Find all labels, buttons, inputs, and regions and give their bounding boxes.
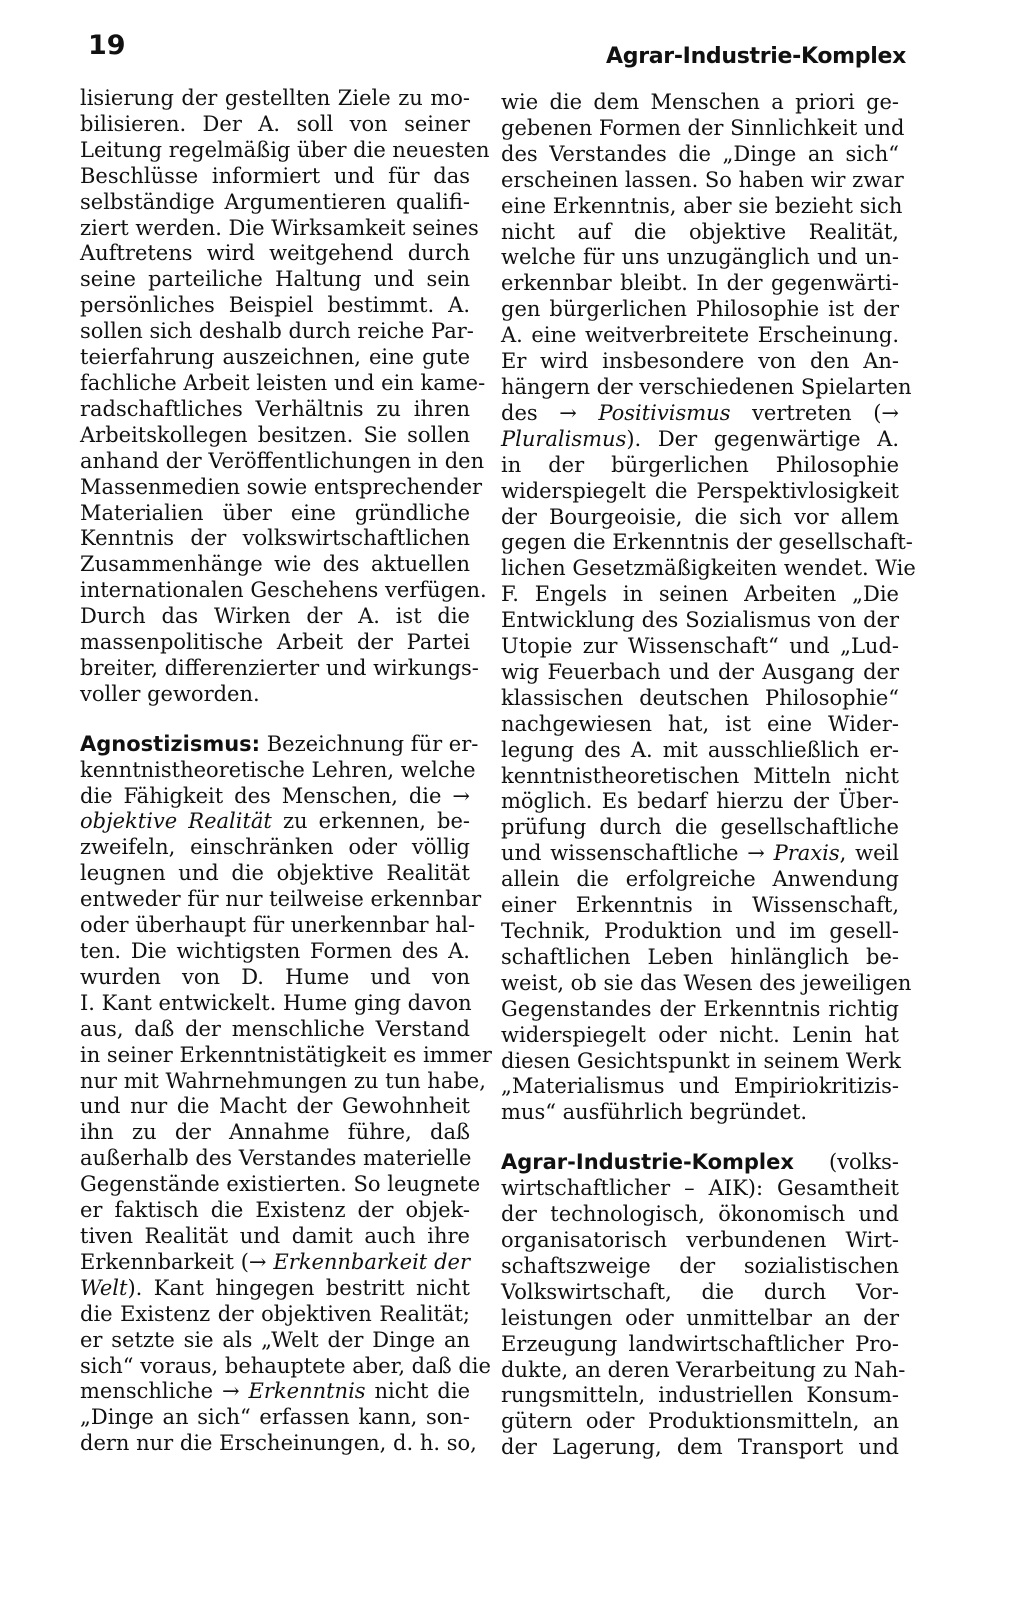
text-line: Arbeitskollegen besitzen. Sie sollen — [80, 422, 470, 447]
text-line: widerspiegelt oder nicht. Lenin hat — [501, 1022, 899, 1047]
entry-first-line — [80, 731, 479, 758]
right-column — [501, 90, 916, 1461]
text-line: allein die erfolgreiche Anwendung — [501, 867, 899, 892]
text-line: er setzte sie als „Welt der Dinge an — [80, 1327, 470, 1352]
page-number: 19 — [88, 30, 126, 61]
text-line: der Lagerung, dem Transport und — [501, 1435, 899, 1460]
text-line: die Existenz der objektiven Realität; — [80, 1301, 470, 1326]
text-line: einer Erkenntnis in Wissenschaft, — [501, 893, 899, 918]
text-line: zweifeln, einschränken oder völlig — [80, 835, 470, 860]
text-line: prüfung durch die gesellschaftliche — [501, 815, 899, 840]
text-line: lichen Gesetzmäßigkeiten wendet. Wie — [501, 556, 916, 581]
text-line: F. Engels in seinen Arbeiten „Die — [501, 582, 899, 607]
text-line: klassischen deutschen Philosophie“ — [501, 685, 899, 710]
text-line: außerhalb des Verstandes materielle — [80, 1146, 472, 1171]
text-line: radschaftliches Verhältnis zu ihren — [80, 396, 470, 421]
text-line: in seiner Erkenntnistätigkeit es immer — [80, 1042, 492, 1067]
text-line: Leitung regelmäßig über die neuesten — [80, 137, 490, 162]
text-line: wirtschaftlicher – AIK): Gesamtheit — [501, 1176, 899, 1201]
text-line: gen bürgerlichen Philosophie ist der — [501, 297, 899, 322]
text-line: voller geworden. — [80, 681, 260, 706]
text-line: legung des A. mit ausschließlich er- — [501, 737, 899, 762]
text-line: breiter, differenzierter und wirkungs- — [80, 655, 479, 680]
text-line: Utopie zur Wissenschaft“ und „Lud- — [501, 634, 899, 659]
text-line: massenpolitische Arbeit der Partei — [80, 630, 470, 655]
text-line: wie die dem Menschen a priori ge- — [501, 90, 899, 114]
text-line: tiven Realität und damit auch ihre — [80, 1223, 470, 1248]
text-line: organisatorisch verbundenen Wirt- — [501, 1227, 899, 1252]
text-line: der technologisch, ökonomisch und — [501, 1202, 899, 1227]
text-line: gebenen Formen der Sinnlichkeit und — [501, 115, 905, 140]
text-line: Erzeugung landwirtschaftlicher Pro- — [501, 1331, 899, 1356]
text-line: und nur die Macht der Gewohnheit — [80, 1094, 470, 1119]
text-line: Zusammenhänge wie des aktuellen — [80, 552, 470, 577]
text-line: kenntnistheoretischen Mitteln nicht — [501, 763, 899, 788]
text-line: ten. Die wichtigsten Formen des A. — [80, 939, 470, 963]
text-line: rungsmitteln, industriellen Konsum- — [501, 1383, 899, 1408]
text-line: hängern der verschiedenen Spielarten — [501, 374, 912, 399]
text-line: Entwicklung des Sozialismus von der — [501, 608, 899, 633]
text-line: Gegenstandes der Erkenntnis richtig — [501, 996, 899, 1021]
text-line: Welt). Kant hingegen bestritt nicht — [80, 1275, 470, 1300]
text-line: teierfahrung auszeichnen, eine gute — [80, 345, 470, 370]
text-line: gegen die Erkenntnis der gesellschaft- — [501, 530, 913, 555]
text-line: schaftlichen Leben hinlänglich be- — [501, 944, 899, 969]
text-line: widerspiegelt die Perspektivlosigkeit — [501, 478, 899, 503]
paragraph-gap — [501, 1126, 899, 1150]
text-line: eine Erkenntnis, aber sie bezieht sich — [501, 193, 903, 218]
text-line: mus“ ausführlich begründet. — [501, 1100, 808, 1125]
text-line: aus, daß der menschliche Verstand — [80, 1016, 470, 1041]
text-line: Massenmedien sowie entsprechender — [80, 474, 483, 499]
text-line: Technik, Produktion und im gesell- — [501, 919, 899, 943]
text-line: internationalen Geschehens verfügen. — [80, 578, 487, 603]
paragraph-gap — [80, 708, 470, 732]
text-line: anhand der Veröffentlichungen in den — [80, 448, 485, 473]
text-line: gütern oder Produktionsmitteln, an — [501, 1409, 899, 1434]
text-line: Pluralismus). Der gegenwärtige A. — [501, 426, 899, 451]
text-line: „Materialismus und Empiriokritizis- — [501, 1074, 899, 1099]
continued-text — [80, 86, 490, 708]
text-line: Materialien über eine gründliche — [80, 500, 470, 525]
text-line: Kenntnis der volkswirtschaftlichen — [80, 526, 470, 551]
text-line: welche für uns unzugänglich und un- — [501, 245, 899, 270]
text-line: wig Feuerbach und der Ausgang der — [501, 659, 899, 684]
text-line: nur mit Wahrnehmungen zu tun habe, — [80, 1068, 486, 1093]
text-line: erscheinen lassen. So haben wir zwar — [501, 167, 904, 192]
text-line: kenntnistheoretische Lehren, welche — [80, 757, 476, 782]
text-line: Durch das Wirken der A. ist die — [80, 604, 470, 629]
entry-first-line-text: (volks- — [828, 1150, 899, 1175]
left-column — [80, 86, 492, 1457]
text-line: menschliche → Erkenntnis nicht die — [80, 1379, 470, 1404]
text-line: erkennbar bleibt. In der gegenwärti- — [501, 271, 899, 296]
text-line: leugnen und die objektive Realität — [80, 861, 470, 886]
text-line: oder überhaupt für unerkennbar hal- — [80, 913, 476, 938]
text-line: dern nur die Erscheinungen, d. h. so, — [80, 1431, 477, 1456]
text-line: objektive Realität zu erkennen, be- — [80, 809, 470, 834]
text-line: weist, ob sie das Wesen des jeweiligen — [501, 970, 912, 995]
text-line: möglich. Es bedarf hierzu der Über- — [501, 789, 899, 814]
text-line: persönliches Beispiel bestimmt. A. — [80, 293, 470, 318]
text-line: und wissenschaftliche → Praxis, weil — [501, 841, 899, 866]
text-line: sollen sich deshalb durch reiche Par- — [80, 319, 474, 344]
text-line: er faktisch die Existenz der objek- — [80, 1198, 470, 1223]
text-line: des → Positivismus vertreten (→ — [501, 400, 899, 425]
text-line: Gegenstände existierten. So leugnete — [80, 1172, 481, 1197]
text-line: schaftszweige der sozialistischen — [501, 1253, 899, 1278]
text-line: A. eine weitverbreitete Erscheinung. — [501, 323, 899, 348]
entry-heading-agnostizismus: Agnostizismus: — [80, 731, 261, 756]
entry-first-line — [501, 1150, 899, 1176]
text-line: wurden von D. Hume und von — [80, 964, 470, 989]
text-line: ziert werden. Die Wirksamkeit seines — [80, 215, 479, 240]
text-line: „Dinge an sich“ erfassen kann, son- — [80, 1405, 470, 1430]
text-line: ihn zu der Annahme führe, daß — [80, 1120, 470, 1145]
text-line: Erkennbarkeit (→ Erkennbarkeit der — [80, 1249, 470, 1274]
entry-first-line-text: Bezeichnung für er- — [266, 731, 479, 756]
text-line: seine parteiliche Haltung und sein — [80, 267, 470, 292]
text-line: nicht auf die objektive Realität, — [501, 219, 899, 244]
text-line: Beschlüsse informiert und für das — [80, 163, 470, 188]
text-line: fachliche Arbeit leisten und ein kame- — [80, 370, 486, 395]
text-line: diesen Gesichtspunkt in seinem Werk — [501, 1048, 901, 1073]
text-line: Auftretens wird weitgehend durch — [80, 241, 470, 266]
text-line: die Fähigkeit des Menschen, die → — [80, 783, 470, 808]
text-line: selbständige Argumentieren qualifi- — [80, 189, 470, 214]
text-line: Er wird insbesondere von den An- — [501, 349, 899, 374]
text-line: bilisieren. Der A. soll von seiner — [80, 111, 470, 136]
text-line: lisierung der gestellten Ziele zu mo- — [80, 86, 470, 110]
text-line: in der bürgerlichen Philosophie — [501, 452, 899, 477]
text-line: Volkswirtschaft, die durch Vor- — [501, 1279, 899, 1304]
text-line: sich“ voraus, behauptete aber, daß die — [80, 1353, 491, 1378]
entry-agnostizismus-body — [80, 757, 492, 1457]
entry-heading-agrar-industrie-komplex: Agrar-Industrie-Komplex — [501, 1150, 794, 1175]
text-line: entweder für nur teilweise erkennbar — [80, 887, 482, 912]
text-line: I. Kant entwickelt. Hume ging davon — [80, 990, 472, 1015]
running-head: Agrar-Industrie-Komplex — [606, 44, 906, 69]
continued-text — [501, 90, 916, 1126]
text-line: nachgewiesen hat, ist eine Wider- — [501, 711, 899, 736]
text-line: der Bourgeoisie, die sich vor allem — [501, 504, 899, 529]
text-line: leistungen oder unmittelbar an der — [501, 1305, 899, 1330]
text-line: dukte, an deren Verarbeitung zu Nah- — [501, 1357, 906, 1382]
entry-aik-body — [501, 1176, 906, 1461]
text-line: des Verstandes die „Dinge an sich“ — [501, 141, 899, 166]
